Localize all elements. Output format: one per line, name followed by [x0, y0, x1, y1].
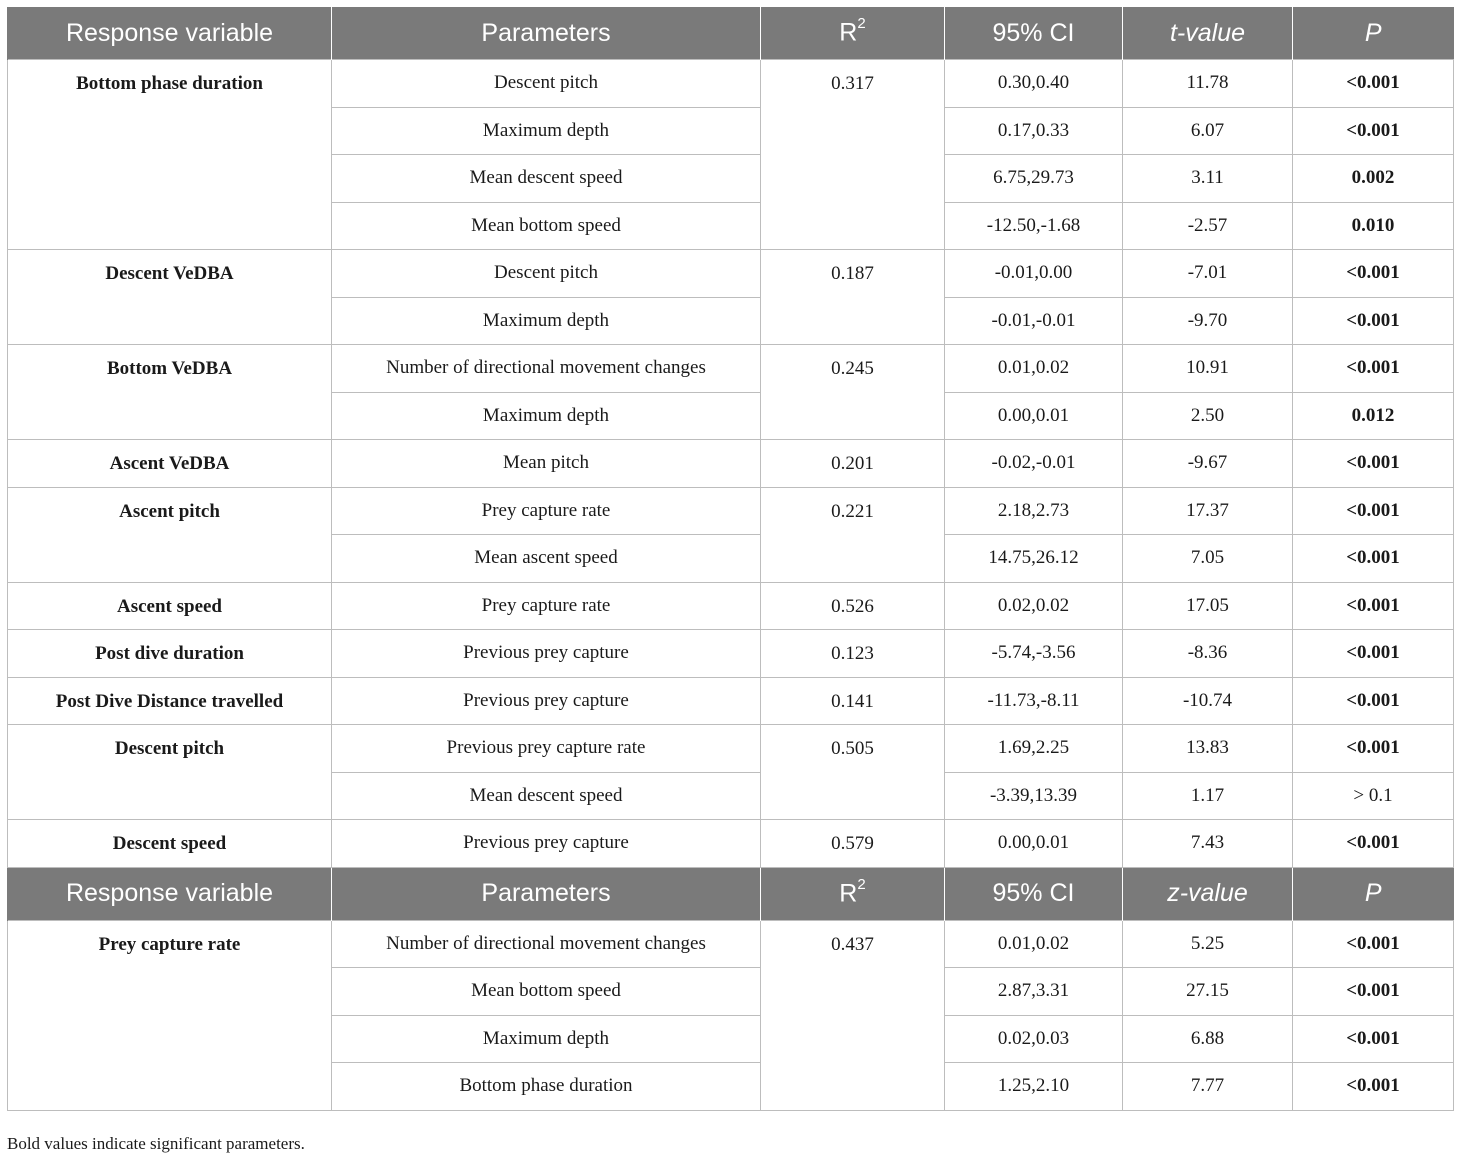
p-value-cell: <0.001 [1293, 582, 1454, 630]
ci-cell: 0.30,0.40 [945, 60, 1123, 108]
ci-cell: 0.01,0.02 [945, 920, 1123, 968]
test-statistic-cell: 17.37 [1123, 487, 1293, 535]
p-value-cell: <0.001 [1293, 440, 1454, 488]
table-row [8, 920, 1454, 968]
header-r-squared [761, 7, 945, 60]
table-row [8, 677, 1454, 725]
ci-cell: 2.18,2.73 [945, 487, 1123, 535]
r-squared-cell: 0.123 [761, 630, 945, 678]
response-variable-cell: Descent speed [8, 820, 332, 868]
response-variable-cell: Bottom phase duration [8, 60, 332, 250]
p-value-cell: <0.001 [1293, 535, 1454, 583]
ci-cell: 0.02,0.02 [945, 582, 1123, 630]
response-variable-cell: Ascent VeDBA [8, 440, 332, 488]
table-row [8, 630, 1454, 678]
header-response-variable: Response variable [8, 867, 332, 920]
r-squared-cell: 0.245 [761, 345, 945, 440]
r-squared-cell: 0.187 [761, 250, 945, 345]
test-statistic-cell: 2.50 [1123, 392, 1293, 440]
table-row [8, 345, 1454, 393]
response-variable-cell: Prey capture rate [8, 920, 332, 1110]
parameter-cell: Number of directional movement changes [332, 345, 761, 393]
parameter-cell: Previous prey capture [332, 820, 761, 868]
p-value-cell: <0.001 [1293, 107, 1454, 155]
parameter-cell: Prey capture rate [332, 582, 761, 630]
ci-cell: 2.87,3.31 [945, 968, 1123, 1016]
test-statistic-cell: 1.17 [1123, 772, 1293, 820]
header-response-variable: Response variable [8, 7, 332, 60]
response-variable-cell: Ascent pitch [8, 487, 332, 582]
parameter-cell: Mean descent speed [332, 772, 761, 820]
header-p-value: P [1293, 867, 1454, 920]
table-row [8, 725, 1454, 773]
test-statistic-cell: 6.07 [1123, 107, 1293, 155]
p-value-cell: 0.002 [1293, 155, 1454, 203]
ci-cell: 1.25,2.10 [945, 1063, 1123, 1111]
p-value-cell: <0.001 [1293, 345, 1454, 393]
r-squared-cell: 0.221 [761, 487, 945, 582]
test-statistic-cell: -9.67 [1123, 440, 1293, 488]
parameter-cell: Maximum depth [332, 392, 761, 440]
response-variable-cell: Ascent speed [8, 582, 332, 630]
test-statistic-cell: 10.91 [1123, 345, 1293, 393]
test-statistic-cell: 13.83 [1123, 725, 1293, 773]
response-variable-cell: Descent pitch [8, 725, 332, 820]
test-statistic-cell: -7.01 [1123, 250, 1293, 298]
p-value-cell: <0.001 [1293, 820, 1454, 868]
table-row [8, 440, 1454, 488]
header-parameters: Parameters [332, 7, 761, 60]
parameter-cell: Maximum depth [332, 297, 761, 345]
ci-cell: 0.00,0.01 [945, 820, 1123, 868]
parameter-cell: Previous prey capture [332, 630, 761, 678]
header-p-value: P [1293, 7, 1454, 60]
ci-cell: 6.75,29.73 [945, 155, 1123, 203]
footnote: Bold values indicate significant parameters. [7, 1134, 305, 1153]
parameter-cell: Descent pitch [332, 250, 761, 298]
p-value-cell: <0.001 [1293, 725, 1454, 773]
ci-cell: -5.74,-3.56 [945, 630, 1123, 678]
parameter-cell: Mean bottom speed [332, 968, 761, 1016]
header-row [8, 867, 1454, 920]
test-statistic-cell: 5.25 [1123, 920, 1293, 968]
test-statistic-cell: 6.88 [1123, 1015, 1293, 1063]
parameter-cell: Maximum depth [332, 1015, 761, 1063]
p-value-cell: <0.001 [1293, 1063, 1454, 1111]
table-body [8, 7, 1454, 1110]
table-row [8, 60, 1454, 108]
p-value-cell: <0.001 [1293, 968, 1454, 1016]
header-r-squared-base: R [839, 18, 858, 47]
test-statistic-cell: -2.57 [1123, 202, 1293, 250]
header-confidence-interval: 95% CI [945, 7, 1123, 60]
ci-cell: 0.02,0.03 [945, 1015, 1123, 1063]
parameter-cell: Mean pitch [332, 440, 761, 488]
header-parameters: Parameters [332, 867, 761, 920]
p-value-cell: <0.001 [1293, 920, 1454, 968]
ci-cell: 0.00,0.01 [945, 392, 1123, 440]
parameter-cell: Previous prey capture [332, 677, 761, 725]
ci-cell: 0.01,0.02 [945, 345, 1123, 393]
p-value-cell: 0.010 [1293, 202, 1454, 250]
p-value-cell: > 0.1 [1293, 772, 1454, 820]
test-statistic-cell: 7.05 [1123, 535, 1293, 583]
test-statistic-cell: -10.74 [1123, 677, 1293, 725]
test-statistic-cell: 3.11 [1123, 155, 1293, 203]
parameter-cell: Mean bottom speed [332, 202, 761, 250]
parameter-cell: Number of directional movement changes [332, 920, 761, 968]
parameter-cell: Mean descent speed [332, 155, 761, 203]
test-statistic-cell: 11.78 [1123, 60, 1293, 108]
ci-cell: -0.01,-0.01 [945, 297, 1123, 345]
r-squared-cell: 0.141 [761, 677, 945, 725]
regression-results-table [7, 7, 1454, 1111]
response-variable-cell: Bottom VeDBA [8, 345, 332, 440]
table-row [8, 820, 1454, 868]
ci-cell: 1.69,2.25 [945, 725, 1123, 773]
ci-cell: -3.39,13.39 [945, 772, 1123, 820]
header-row [8, 7, 1454, 60]
test-statistic-cell: 7.77 [1123, 1063, 1293, 1111]
table-row [8, 487, 1454, 535]
ci-cell: 14.75,26.12 [945, 535, 1123, 583]
r-squared-cell: 0.526 [761, 582, 945, 630]
p-value-cell: 0.012 [1293, 392, 1454, 440]
p-value-cell: <0.001 [1293, 630, 1454, 678]
header-test-statistic: z-value [1123, 867, 1293, 920]
header-confidence-interval: 95% CI [945, 867, 1123, 920]
response-variable-cell: Post Dive Distance travelled [8, 677, 332, 725]
parameter-cell: Bottom phase duration [332, 1063, 761, 1111]
r-squared-cell: 0.437 [761, 920, 945, 1110]
parameter-cell: Maximum depth [332, 107, 761, 155]
response-variable-cell: Post dive duration [8, 630, 332, 678]
r-squared-cell: 0.201 [761, 440, 945, 488]
parameter-cell: Prey capture rate [332, 487, 761, 535]
parameter-cell: Descent pitch [332, 60, 761, 108]
test-statistic-cell: 17.05 [1123, 582, 1293, 630]
p-value-cell: <0.001 [1293, 1015, 1454, 1063]
table-row [8, 582, 1454, 630]
parameter-cell: Mean ascent speed [332, 535, 761, 583]
ci-cell: -12.50,-1.68 [945, 202, 1123, 250]
ci-cell: -0.02,-0.01 [945, 440, 1123, 488]
test-statistic-cell: 7.43 [1123, 820, 1293, 868]
header-r-squared-base: R [839, 879, 858, 908]
ci-cell: -11.73,-8.11 [945, 677, 1123, 725]
p-value-cell: <0.001 [1293, 677, 1454, 725]
p-value-cell: <0.001 [1293, 297, 1454, 345]
p-value-cell: <0.001 [1293, 60, 1454, 108]
header-r-squared-exponent: 2 [857, 15, 866, 33]
test-statistic-cell: -9.70 [1123, 297, 1293, 345]
test-statistic-cell: -8.36 [1123, 630, 1293, 678]
r-squared-cell: 0.579 [761, 820, 945, 868]
header-r-squared-exponent: 2 [857, 875, 866, 893]
r-squared-cell: 0.505 [761, 725, 945, 820]
response-variable-cell: Descent VeDBA [8, 250, 332, 345]
r-squared-cell: 0.317 [761, 60, 945, 250]
p-value-cell: <0.001 [1293, 487, 1454, 535]
parameter-cell: Previous prey capture rate [332, 725, 761, 773]
header-test-statistic: t-value [1123, 7, 1293, 60]
test-statistic-cell: 27.15 [1123, 968, 1293, 1016]
table-row [8, 250, 1454, 298]
ci-cell: 0.17,0.33 [945, 107, 1123, 155]
ci-cell: -0.01,0.00 [945, 250, 1123, 298]
header-r-squared [761, 867, 945, 920]
p-value-cell: <0.001 [1293, 250, 1454, 298]
